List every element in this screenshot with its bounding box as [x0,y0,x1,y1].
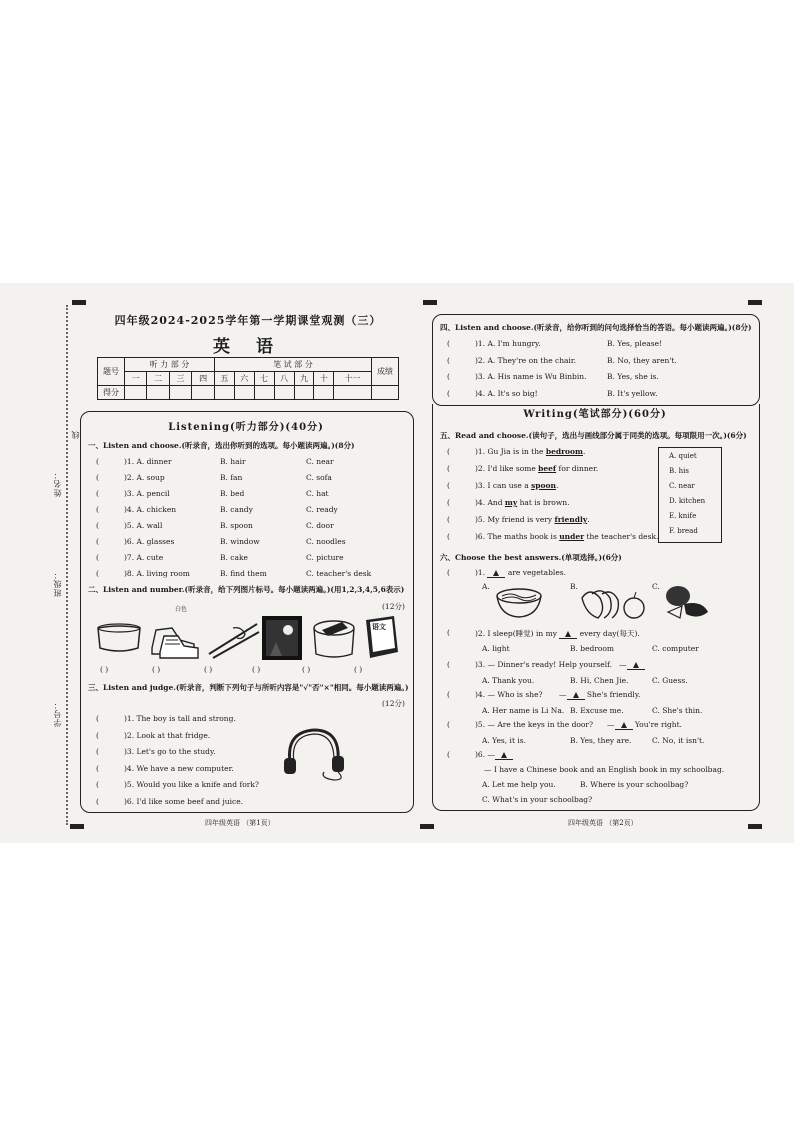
option-b: B. spoon [220,521,253,530]
paren: ( [447,464,450,473]
q4-answer [559,690,640,700]
answer-blank[interactable] [487,568,505,578]
registration-mark [748,300,762,305]
score-cell[interactable] [334,386,372,400]
underlined-word: my [504,498,518,507]
option-b: B. fan [220,473,243,482]
headphones-icon [280,722,350,784]
score-num: 十一 [334,372,372,386]
sec5-options-box [658,447,722,543]
score-cell[interactable] [214,386,234,400]
q6-opt-a: A. Let me help you. [482,780,556,789]
sentence-pre: )4. And [475,498,505,507]
q4-opt-a: A. Her name is Li Na. [482,706,565,715]
score-cell[interactable] [254,386,274,400]
class-label: 班级： [53,570,62,597]
score-row2-label: 得分 [98,386,125,400]
sec2-pictures [92,614,402,664]
sentence [475,515,590,524]
option-b: B. window [220,537,260,546]
registration-mark [72,300,86,305]
q5-text: )5. — Are the keys in the door? [475,720,594,729]
triangle-icon [573,692,579,698]
word-option: F. bread [669,527,698,535]
option-c: C. picture [306,553,344,562]
sentence-pre: )6. The maths book is [475,532,560,541]
sentence-post: the teacher's desk. [584,532,659,541]
option-c: C. hat [306,489,329,498]
q3-answer [619,660,645,670]
q3-opt-a: A. Thank you. [482,676,535,685]
sentence-pre: )3. I can use a [475,481,532,490]
sec3-points: (12分) [382,699,405,708]
paren: ( [96,730,99,740]
paren: ( [96,505,99,514]
score-num: 六 [234,372,254,386]
bowl-icon [98,624,140,651]
paren: ( [96,457,99,466]
pic-note: 白色 [175,606,188,613]
option-a: )3. A. His name is Wu Binbin. [475,372,587,381]
q6-answer [475,750,513,760]
option-c: C. noodles [306,537,346,546]
registration-mark [70,824,84,829]
underlined-word: beef [538,464,557,473]
sentence-post: . [583,447,586,456]
paren: ( [96,521,99,530]
sentence-pre: )1. Gu Jia is in the [475,447,546,456]
answer-blank[interactable] [495,750,513,760]
total-label: 成绩 [372,358,399,386]
q5-post: You're right. [632,720,683,729]
paren: ( [447,447,450,456]
sec4-title: 四、Listen and choose.(听录音，给你听到的问句选择恰当的答语。每小题读两遍。)(8分) [440,323,752,332]
score-num: 五 [214,372,234,386]
sec5-title: 五、Read and choose.(读句子，选出与画线部分属于同类的选项。每项限用一次。)(6分) [440,431,747,440]
q5-opt-a: A. Yes, it is. [482,736,526,745]
paren: ( [96,569,99,578]
option-c: C. ready [306,505,338,514]
paren: ( [96,747,99,756]
q3-text: )3. — Dinner's ready! Help yourself. [475,660,612,669]
sec6-title: 六、Choose the best answers.(单项选择。)(6分) [440,553,622,562]
option-a: )8. A. living room [124,569,190,578]
answer-blank[interactable] [615,720,633,730]
noodles-icon [494,584,544,620]
table-icon [314,621,354,657]
line-label: 线 [71,430,80,439]
dash: — [559,690,567,699]
word-option: C. near [669,482,695,490]
score-num: 二 [147,372,169,386]
option-c: C. teacher's desk [306,569,372,578]
registration-mark [420,824,434,829]
triangle-icon [621,722,627,728]
word-option: A. quiet [669,452,697,460]
score-num: 一 [125,372,147,386]
statement: )4. We have a new computer. [124,763,234,773]
paren: ( [447,498,450,507]
score-cell[interactable] [147,386,169,400]
paren: ( [447,720,450,729]
sentence-pre: )2. I'd like some [475,464,539,473]
underlined-word: friendly [554,515,588,524]
sec1-title: 一、Listen and choose.(听录音，选出你听到的选项。每小题读两遍。)(8分) [88,441,355,450]
sentence [475,498,569,507]
option-b: B. hair [220,457,246,466]
sec2-points: (12分) [382,602,405,611]
exam-title: 四年级2024-2025学年第一学期课堂观测（三） [114,314,382,327]
name-label: 姓名： [53,470,62,497]
sentence-post: for dinner. [556,464,599,473]
score-cell[interactable] [274,386,294,400]
statement: )6. I'd like some beef and juice. [124,796,244,806]
option-b: B. candy [220,505,253,514]
q6-num: )6. — [475,750,495,759]
vegetables-icon [662,582,712,622]
q2-opt-b: B. bedroom [570,644,615,653]
paren: ( [447,750,450,759]
right-footer: 四年级英语 （第2页） [568,819,638,827]
sentence-post: . [587,515,590,524]
q2-text [475,628,640,639]
paren: ( [447,481,450,490]
option-a: )2. A. soup [124,473,165,482]
paren: ( [96,553,99,562]
registration-mark [423,300,437,305]
q3-opt-b: B. Hi, Chen Jie. [570,676,629,685]
score-cell[interactable] [192,386,215,400]
underlined-word: spoon [531,481,556,490]
q5-opt-b: B. Yes, they are. [570,736,632,745]
option-b: B. No, they aren't. [607,355,677,365]
q4-opt-c: C. She's thin. [652,706,703,715]
q2-pre: )2. I sleep(睡觉) in my [475,629,560,638]
score-row-label: 题号 [98,358,125,386]
subject-title: 英 语 [213,337,283,357]
answer-blank[interactable] [567,690,585,700]
chopsticks-icon [209,624,259,658]
q4-post: She's friendly. [584,690,641,699]
q2-opt-a: A. light [482,644,510,653]
window-icon [262,616,302,660]
paren: ( [447,660,450,669]
statement: )3. Let's go to the study. [124,747,216,756]
paren: ( [96,473,99,482]
writing-part-label: 笔 试 部 分 [214,358,371,372]
option-a: )3. A. pencil [124,489,170,498]
option-c: C. door [306,521,334,530]
statement: )5. Would you like a knife and fork? [124,780,259,789]
left-page [78,312,418,357]
score-num: 三 [169,372,191,386]
q6-line: — I have a Chinese book and an English book in my schoolbag. [484,765,725,774]
q5-opt-c: C. No, it isn't. [652,736,705,745]
option-b: B. find them [220,569,267,578]
paren: ( [447,568,450,577]
sentence-post: . [556,481,559,490]
option-a: )5. A. wall [124,521,163,530]
binding-line [66,305,68,825]
option-b: B. Yes, please! [607,339,663,348]
dash: — [607,720,615,729]
q3-opt-c: C. Guess. [652,676,688,685]
option-a: )4. A. It's so big! [475,388,538,398]
writing-header: Writing(笔试部分)(60分) [523,409,667,420]
number-answer-slot[interactable]: ( ) [354,665,363,674]
paren: ( [447,690,450,699]
score-num: 四 [192,372,215,386]
option-c: C. sofa [306,473,332,482]
number-answer-slot[interactable]: ( ) [152,665,161,674]
paren: ( [447,515,450,524]
number-answer-slot[interactable]: ( ) [252,665,261,674]
fruits-icon [578,584,648,624]
option-a: )1. A. dinner [124,457,172,466]
option-b: B. Yes, she is. [607,372,659,381]
option-a: )6. A. glasses [124,537,175,546]
q1-post: are vegetables. [505,568,567,577]
registration-mark [748,824,762,829]
triangle-icon [493,570,499,576]
score-num: 十 [314,372,334,386]
q1-text [475,568,566,578]
q2-post: every day(每天). [577,629,640,638]
shoes-icon [152,628,198,658]
word-option: B. his [669,467,689,475]
paren: ( [96,763,99,773]
score-cell[interactable] [169,386,191,400]
q1-opt-b: B. [570,582,578,591]
statement: )1. The boy is tall and strong. [124,714,236,723]
paren: ( [96,796,99,806]
dash: — [619,660,627,669]
score-table [97,357,399,400]
score-num: 八 [274,372,294,386]
option-b: B. bed [220,489,245,498]
paren: ( [96,714,99,723]
score-cell[interactable] [372,386,399,400]
sec2-title: 二、Listen and number.(听录音，给下列图片标号。每小题读两遍。)(用1,2,3,4,5,6表示) [88,585,405,594]
option-a: )4. A. chicken [124,505,177,514]
sentence [475,447,585,456]
sentence-pre: )5. My friend is very [475,515,555,524]
q1-opt-c: C. [652,582,660,591]
left-footer: 四年级英语 （第1页） [205,819,275,827]
paren: ( [96,780,99,789]
score-num: 九 [294,372,314,386]
paren: ( [96,489,99,498]
option-b: B. It's yellow. [607,388,658,398]
underlined-word: bedroom [545,447,583,456]
score-cell[interactable] [294,386,314,400]
q1-num: )1. [475,568,488,577]
option-a: )2. A. They're on the chair. [475,355,577,365]
number-answer-slot[interactable]: ( ) [100,665,109,674]
id-label: 学号： [53,700,62,727]
q4-opt-b: B. Excuse me. [570,706,624,715]
paren: ( [447,355,450,365]
score-cell[interactable] [314,386,334,400]
underlined-word: under [559,532,585,541]
paren: ( [447,388,450,398]
sentence [475,481,558,490]
sentence [475,532,658,541]
paren: ( [447,339,450,348]
q5-answer [607,720,682,730]
option-b: B. cake [220,553,248,562]
score-cell[interactable] [234,386,254,400]
sentence-post: hat is brown. [517,498,570,507]
paren: ( [447,628,450,637]
triangle-icon [565,631,571,637]
q4-text: )4. — Who is she? [475,690,543,699]
answer-blank[interactable] [559,629,577,639]
sec3-title: 三、Listen and judge.(听录音，判断下列句子与所听内容是"√"否"×"相同。每小题读两遍。) [88,683,409,692]
option-a: )7. A. cute [124,553,164,562]
number-answer-slot[interactable]: ( ) [204,665,213,674]
triangle-icon [501,752,507,758]
book-title-text: 语文 [372,622,386,631]
paren: ( [447,372,450,381]
q6-opt-b: B. Where is your schoolbag? [580,780,689,789]
number-answer-slot[interactable]: ( ) [302,665,311,674]
paren: ( [96,537,99,546]
score-num: 七 [254,372,274,386]
q2-opt-c: C. computer [652,644,699,653]
statement: )2. Look at that fridge. [124,730,211,740]
listening-header: Listening(听力部分)(40分) [168,422,324,433]
answer-blank[interactable] [627,660,645,670]
option-a: )1. A. I'm hungry. [475,339,541,348]
paren: ( [447,532,450,541]
score-cell[interactable] [125,386,147,400]
q1-opt-a: A. [482,582,490,591]
word-option: E. knife [669,512,697,520]
listening-part-label: 听 力 部 分 [125,358,215,372]
triangle-icon [633,662,639,668]
sentence [475,464,598,473]
option-c: C. near [306,457,334,466]
word-option: D. kitchen [669,497,706,505]
q6-opt-c: C. What's in your schoolbag? [482,795,593,804]
